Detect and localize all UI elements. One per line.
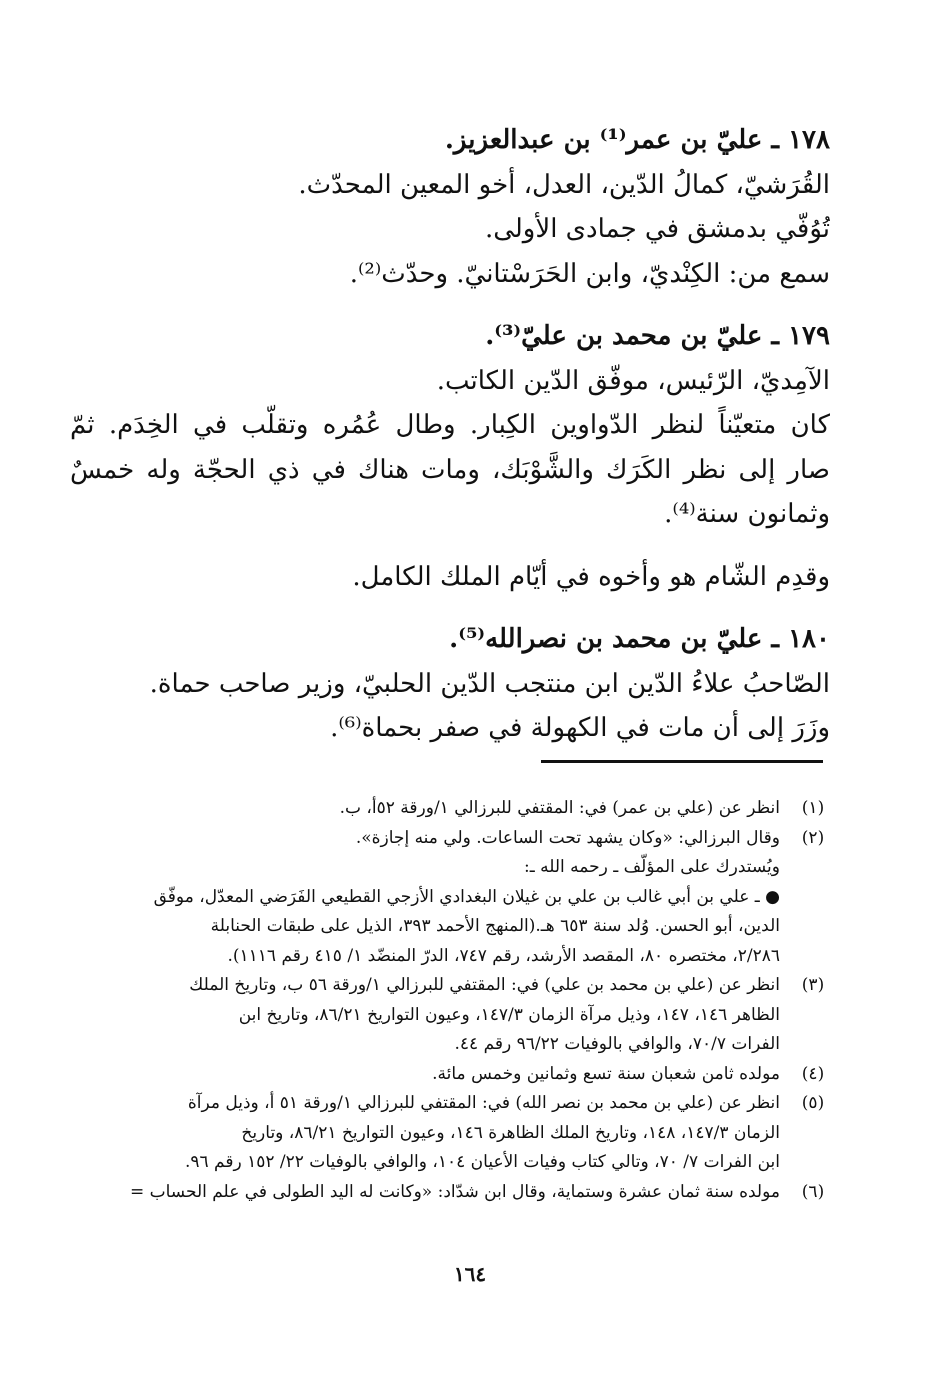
text-line: تُوُفّي بدمشق في جمادى الأولى. bbox=[484, 214, 830, 244]
footnote-line: الفرات ٧٠/٧، والوافي بالوفيات ٩٦/٢٢ رقم ٤٤. bbox=[454, 1034, 780, 1054]
footnote-divider bbox=[541, 760, 823, 763]
footnotes bbox=[90, 794, 830, 1207]
footnote-line: انظر عن (علي بن محمد بن نصر الله) في: المقتفي للبرزالي ١/ورقة ٥١ أ، وذيل مرآة bbox=[187, 1093, 780, 1113]
footnote-line: انظر عن (علي بن محمد بن علي) في: المقتفي للبرزالي ١/ورقة ٥٦ ب، وتاريخ الملك bbox=[189, 975, 780, 995]
footnote-number: (٦) bbox=[801, 1181, 825, 1202]
entry-heading: ١٨٠ ـ عليّ بن محمد بن نصرالله⁽⁵⁾. bbox=[449, 624, 830, 654]
entry-heading: ١٧٨ ـ عليّ بن عمر⁽¹⁾ بن عبدالعزيز. bbox=[444, 125, 830, 155]
entry-heading: ١٧٩ ـ عليّ بن محمد بن عليّ⁽³⁾. bbox=[485, 321, 830, 351]
footnote-line: ● ـ علي بن أبي غالب بن علي بن غيلان البغدادي الأزجي القطيعي الفَرَضي المعدّل، موفّق bbox=[153, 886, 780, 907]
footnote-3 bbox=[90, 971, 830, 1060]
text-line: الصّاحبُ علاءُ الدّين ابن منتجب الدّين الحلبيّ، وزير صاحب حماة. bbox=[149, 668, 830, 699]
text-line: صار إلى نظر الكَرَك والشَّوْبَك، ومات هناك في ذي الحجّة وله خمسٌ bbox=[70, 454, 830, 485]
footnote-line: ابن الفرات ٧/ ٧٠، وتالي كتاب وفيات الأعيان ١٠٤، والوافي بالوفيات ٢٢/ ١٥٢ رقم ٩٦. bbox=[184, 1152, 780, 1172]
footnote-line: مولده ثامن شعبان سنة تسع وثمانين وخمس مائة. bbox=[432, 1063, 780, 1084]
footnote-number: (٥) bbox=[801, 1093, 825, 1113]
text-line: سمع من: الكِنْديّ، وابن الحَرَسْتانيّ. وحدّث⁽²⁾. bbox=[349, 258, 830, 289]
entry-178 bbox=[70, 118, 830, 296]
footnote-line: انظر عن (علي بن عمر) في: المقتفي للبرزالي ١/ورقة ٥٢أ، ب. bbox=[339, 798, 780, 818]
footnote-4 bbox=[90, 1060, 830, 1090]
text-line: القُرَشيّ، كمالُ الدّين، العدل، أخو المعين المحدّث. bbox=[298, 169, 830, 200]
footnote-6 bbox=[90, 1178, 830, 1208]
text-line: وثمانون سنة⁽⁴⁾. bbox=[664, 499, 830, 529]
entry-179 bbox=[70, 314, 830, 599]
footnote-2 bbox=[90, 824, 830, 972]
footnote-1 bbox=[90, 794, 830, 824]
text-line: كان متعيّناً لنظر الدّواوين الكِبار. وطال عُمُره وتقلّب في الخِدَم. ثمّ bbox=[70, 410, 830, 440]
entry-180 bbox=[70, 617, 830, 751]
main-text bbox=[70, 118, 830, 751]
footnote-5 bbox=[90, 1089, 830, 1178]
footnote-line: الدين، أبو الحسن. وُلد سنة ٦٥٣ هـ.(المنهج الأحمد ٣٩٣، الذيل على طبقات الحنابلة bbox=[210, 916, 780, 936]
footnote-number: (٣) bbox=[801, 975, 825, 995]
footnote-line: ٢/٢٨٦، مختصره ٨٠، المقصد الأرشد، رقم ٧٤٧، الدرّ المنضّد ١/ ٤١٥ رقم ١١١٦). bbox=[227, 945, 780, 966]
footnote-number: (١) bbox=[801, 798, 825, 818]
footnote-number: (٢) bbox=[801, 827, 825, 848]
footnote-line: وقال البرزالي: «وكان يشهد تحت الساعات. ولي منه إجازة». bbox=[355, 827, 780, 848]
footnote-line: مولده سنة ثمان عشرة وستماية، وقال ابن شدّاد: «وكانت له اليد الطولى في علم الحساب = bbox=[129, 1181, 780, 1202]
footnote-line: ويُستدرك على المؤلّف ـ رحمه الله ـ: bbox=[523, 857, 780, 877]
text-line: وزَرَ إلى أن مات في الكهولة في صفر بحماة⁽⁶⁾. bbox=[330, 713, 830, 743]
page-number: ١٦٤ bbox=[453, 1262, 487, 1286]
text-line: وقدِم الشّام هو وأخوه في أيّام الملك الكامل. bbox=[352, 561, 830, 592]
footnote-line: الظاهر ١٤٦، ١٤٧، وذيل مرآة الزمان ١٤٧/٣، وعيون التواريخ ٨٦/٢١، وتاريخ ابن bbox=[238, 1004, 780, 1025]
footnote-line: الزمان ١٤٧/٣، ١٤٨، وتاريخ الملك الظاهرة ١٤٦، وعيون التواريخ ٨٦/٢١، وتاريخ bbox=[241, 1122, 780, 1143]
footnote-number: (٤) bbox=[801, 1063, 825, 1084]
text-line: الآمِديّ، الرّئيس، موفّق الدّين الكاتب. bbox=[436, 365, 830, 396]
